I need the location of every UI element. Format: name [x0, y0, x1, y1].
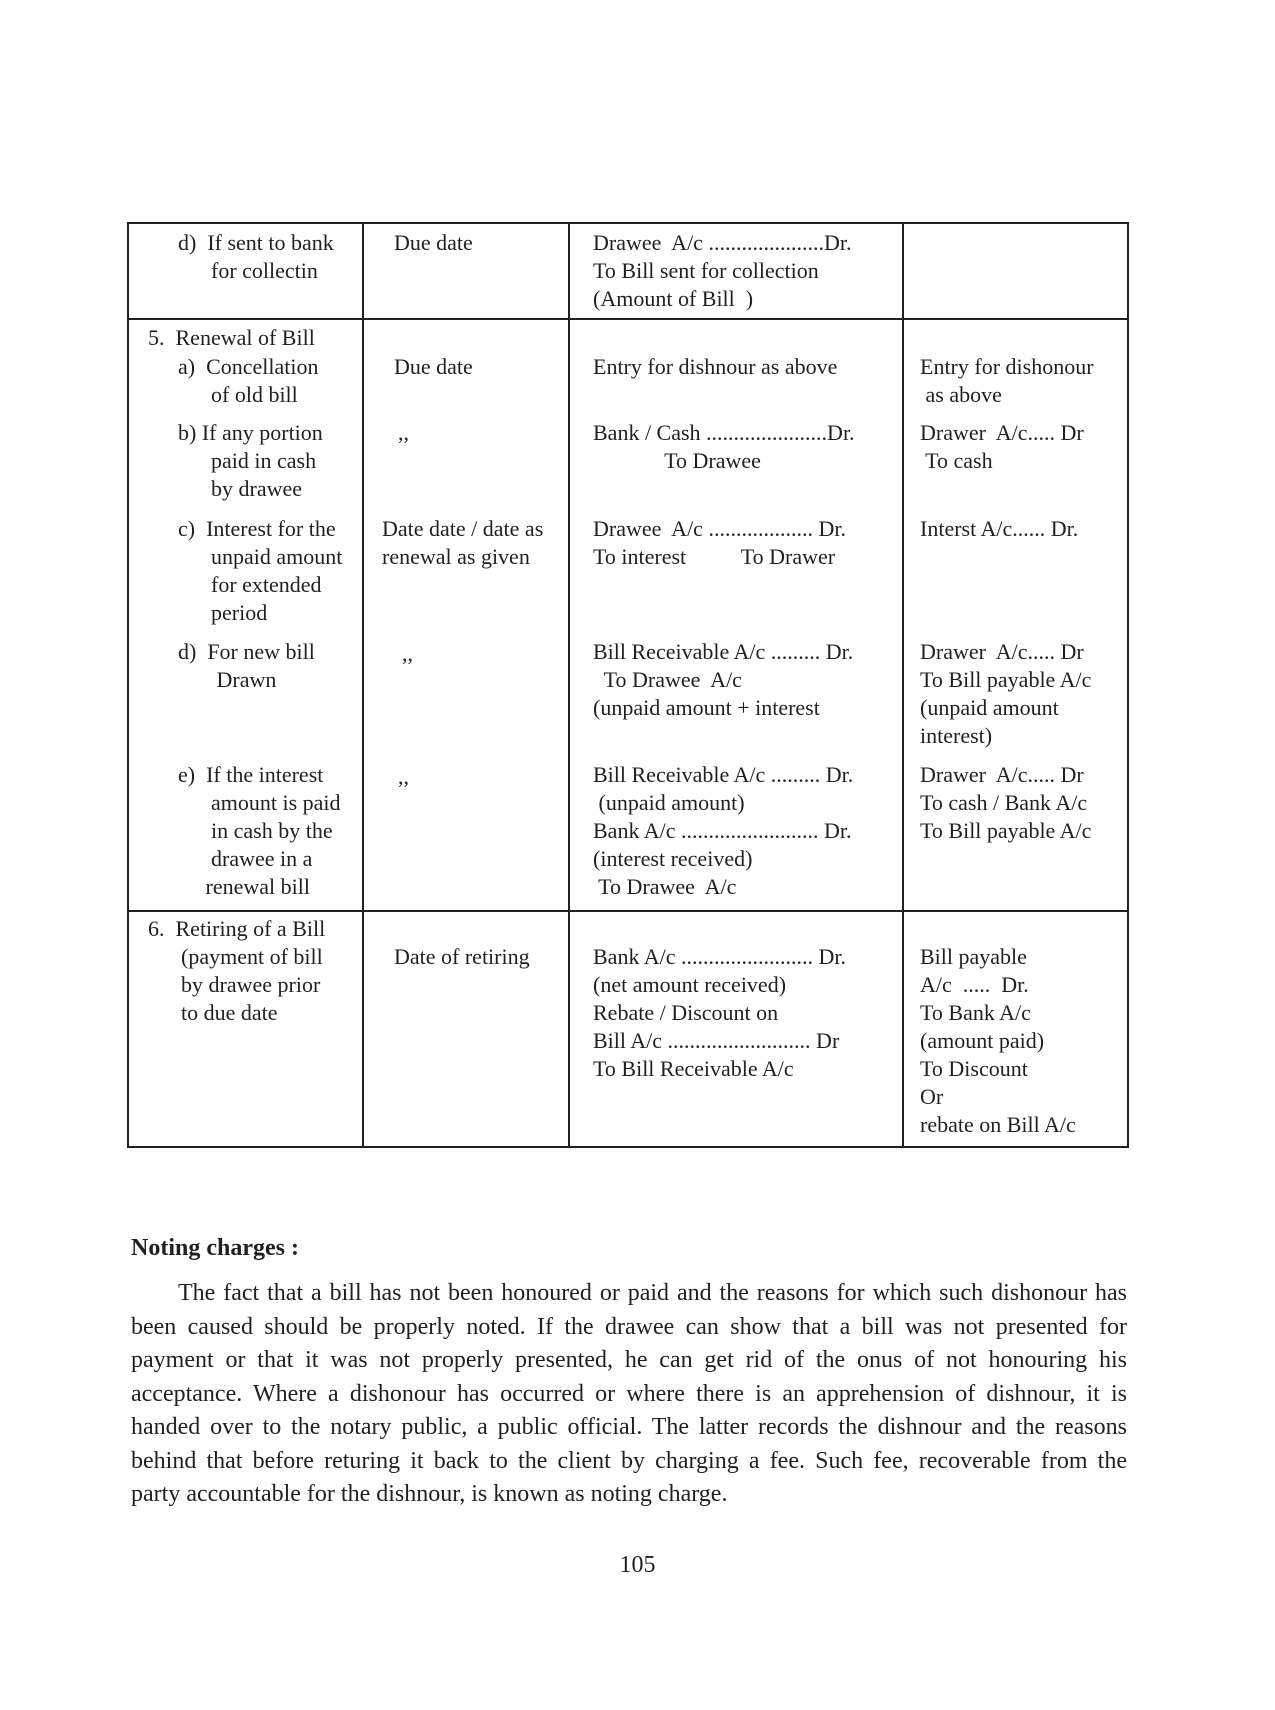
cell-line: Bill payable: [920, 944, 1027, 969]
table-row-5-col-0: [178, 638, 315, 694]
ditto-mark: ,,: [398, 420, 409, 445]
cell-line: (net amount received): [593, 972, 787, 997]
cell-line: in cash by the: [178, 818, 333, 843]
cell-line: Rebate / Discount on: [593, 1000, 779, 1025]
table-row-2-col-2: [593, 353, 837, 381]
table-column-divider: [902, 222, 904, 1148]
cell-line: Bank / Cash ......................Dr.: [593, 420, 855, 445]
cell-line: to due date: [148, 1000, 278, 1025]
table-row-3-col-0: [178, 419, 323, 503]
table-row-6-col-2: [593, 761, 853, 901]
cell-line: d) If sent to bank: [178, 230, 334, 255]
paragraph-line: handed over to the notary public, a public official. The latter records the dishnour and the reasons: [131, 1414, 1127, 1440]
cell-line: 6. Retiring of a Bill: [148, 916, 326, 941]
cell-line: A/c ..... Dr.: [920, 972, 1029, 997]
cell-line: Drawee A/c .....................Dr.: [593, 230, 852, 255]
cell-line: To interest To Drawer: [593, 544, 836, 569]
table-column-divider: [568, 222, 570, 1148]
cell-line: paid in cash: [178, 448, 317, 473]
cell-line: To Bank A/c: [920, 1000, 1031, 1025]
cell-line: period: [178, 600, 268, 625]
cell-line: c) Interest for the: [178, 516, 336, 541]
body-paragraph: [131, 1277, 1127, 1512]
table-row-divider: [127, 318, 1129, 320]
paragraph-line: acceptance. Where a dishonour has occurred or where there is an apprehension of dishnour, it is: [131, 1380, 1127, 1407]
table-row-7-col-2: [593, 943, 846, 1083]
table-row-6-col-3: [920, 761, 1091, 845]
cell-line: as above: [920, 382, 1002, 407]
table-column-divider: [362, 222, 364, 1148]
cell-line: (payment of bill: [148, 944, 323, 969]
cell-line: drawee in a: [178, 846, 313, 871]
cell-line: Due date: [394, 230, 473, 255]
table-row-4-col-0: [178, 515, 342, 627]
table-row-4-col-1: [382, 515, 543, 571]
cell-line: (Amount of Bill ): [593, 286, 754, 311]
table-row-7-col-1: [394, 943, 530, 971]
table-row-6-col-0: [178, 761, 341, 901]
table-row-7-col-3: [920, 943, 1076, 1139]
table-row-5-col-2: [593, 638, 853, 722]
cell-line: To cash / Bank A/c: [920, 790, 1088, 815]
table-row-divider: [127, 910, 1129, 912]
cell-line: d) For new bill: [178, 639, 315, 664]
cell-line: Date date / date as: [382, 516, 544, 541]
cell-line: Entry for dishonour: [920, 354, 1094, 379]
cell-line: (unpaid amount + interest: [593, 695, 820, 720]
cell-line: (unpaid amount): [593, 790, 745, 815]
table-top-border: [127, 222, 1129, 224]
paragraph-line: The fact that a bill has not been honoured or paid and the reasons for which such dishonour has: [178, 1280, 1127, 1306]
cell-line: Bill A/c .......................... Dr: [593, 1028, 840, 1053]
table-row-4-col-3: [920, 515, 1078, 543]
cell-line: a) Concellation: [178, 354, 319, 379]
cell-line: for collectin: [178, 258, 318, 283]
table-bottom-border: [127, 1146, 1129, 1148]
table-row-1-col-0: [148, 324, 315, 352]
table-row-0-col-2: [593, 229, 851, 313]
cell-line: Bill Receivable A/c ......... Dr.: [593, 639, 854, 664]
table-row-5-col-1: [402, 640, 413, 668]
table-row-3-col-3: [920, 419, 1084, 475]
cell-line: (interest received): [593, 846, 753, 871]
cell-line: by drawee: [178, 476, 303, 501]
cell-line: Drawer A/c..... Dr: [920, 420, 1084, 445]
ditto-mark: ,,: [402, 641, 413, 666]
table-row-2-col-3: [920, 353, 1094, 409]
cell-line: Drawn: [178, 667, 277, 692]
cell-line: To Drawee: [593, 448, 761, 473]
cell-line: Drawee A/c ................... Dr.: [593, 516, 846, 541]
cell-line: To Bill payable A/c: [920, 818, 1092, 843]
paragraph-line: behind that before returing it back to the client by charging a fee. Such fee, recoverable from the: [131, 1447, 1127, 1474]
cell-line: interest): [920, 723, 993, 748]
cell-line: Due date: [394, 354, 473, 379]
cell-line: renewal as given: [382, 544, 530, 569]
cell-line: rebate on Bill A/c: [920, 1112, 1076, 1137]
cell-line: To Discount: [920, 1056, 1028, 1081]
table-row-3-col-2: [593, 419, 855, 475]
cell-line: Bank A/c ......................... Dr.: [593, 818, 852, 843]
cell-line: renewal bill: [178, 874, 310, 899]
cell-line: e) If the interest: [178, 762, 324, 787]
cell-line: 5. Renewal of Bill: [148, 325, 315, 350]
cell-line: Bill Receivable A/c ......... Dr.: [593, 762, 854, 787]
cell-line: Drawer A/c..... Dr: [920, 639, 1084, 664]
table-right-border: [1127, 222, 1129, 1148]
table-row-7-col-0: [148, 915, 325, 1027]
cell-line: To Bill payable A/c: [920, 667, 1092, 692]
cell-line: of old bill: [178, 382, 298, 407]
page-number: 105: [619, 1552, 656, 1578]
cell-line: Date of retiring: [394, 944, 530, 969]
table-row-5-col-3: [920, 638, 1091, 750]
cell-line: amount is paid: [178, 790, 341, 815]
paragraph-line: party accountable for the dishnour, is known as noting charge.: [131, 1481, 728, 1507]
cell-line: by drawee prior: [148, 972, 321, 997]
cell-line: unpaid amount: [178, 544, 343, 569]
cell-line: To Drawee A/c: [593, 874, 737, 899]
cell-line: Or: [920, 1084, 944, 1109]
table-row-3-col-1: [398, 419, 409, 447]
section-heading: Noting charges :: [131, 1235, 299, 1261]
cell-line: To Bill sent for collection: [593, 258, 819, 283]
cell-line: To Bill Receivable A/c: [593, 1056, 794, 1081]
table-row-2-col-1: [394, 353, 473, 381]
paragraph-line: been caused should be properly noted. If the drawee can show that a bill was not presented for: [131, 1313, 1127, 1340]
cell-line: Bank A/c ........................ Dr.: [593, 944, 846, 969]
ditto-mark: ,,: [398, 764, 409, 789]
table-row-0-col-0: [178, 229, 334, 285]
paragraph-line: payment or that it was not properly presented, he can get rid of the onus of not honouring his: [131, 1347, 1127, 1373]
cell-line: Entry for dishnour as above: [593, 354, 838, 379]
cell-line: To Drawee A/c: [593, 667, 742, 692]
cell-line: (amount paid): [920, 1028, 1045, 1053]
table-row-2-col-0: [178, 353, 319, 409]
cell-line: To cash: [920, 448, 993, 473]
table-row-4-col-2: [593, 515, 846, 571]
cell-line: (unpaid amount: [920, 695, 1059, 720]
cell-line: Interst A/c...... Dr.: [920, 516, 1079, 541]
table-row-0-col-1: [394, 229, 473, 257]
table-left-border: [127, 222, 129, 1148]
cell-line: for extended: [178, 572, 322, 597]
cell-line: Drawer A/c..... Dr: [920, 762, 1084, 787]
cell-line: b) If any portion: [178, 420, 323, 445]
table-row-6-col-1: [398, 763, 409, 791]
